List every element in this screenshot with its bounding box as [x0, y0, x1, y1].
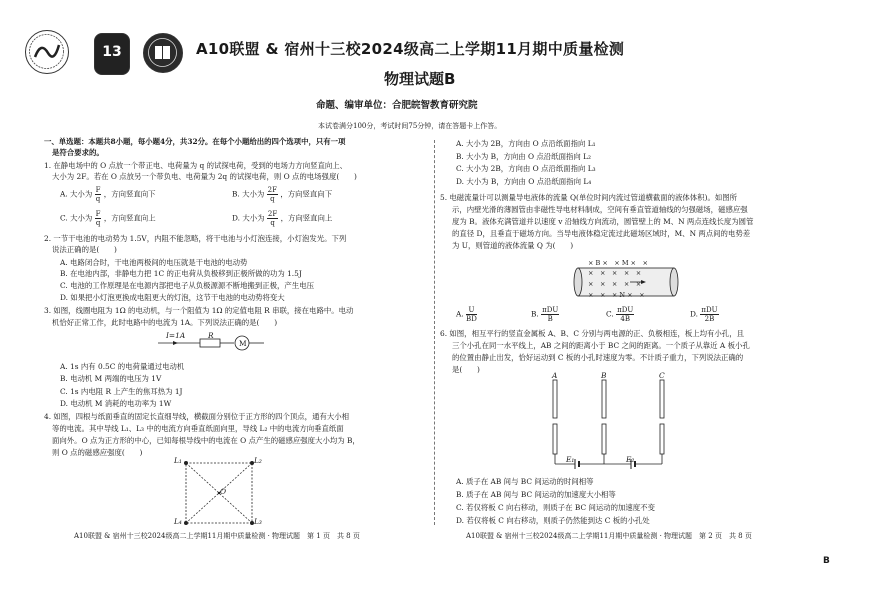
q5-option-c: C. $\frac{\text{πDU}}{4B}$	[606, 306, 634, 323]
q6-option-c: C. 若仅将板 C 向右移动，则质子在 BC 间运动的加速度不变	[456, 503, 655, 512]
author-line: 命题、编审单位：合肥皖智教育研究院	[316, 100, 478, 111]
q4-stem: 4. 如图，四根与纸面垂直的固定长直细导线，横截面分别位于正方形的四个顶点，通有大小相	[44, 412, 350, 421]
q4-stem-3: 面向外。O 点为正方形的中心，已知每根导线中的电流在 O 点产生的磁感应强度大小均为 B，	[52, 436, 360, 445]
q4-stem-2: 等的电流。其中导线 L₁、L₃ 中的电流方向垂直纸面向里，导线 L₂ 中的电流方向垂直纸面	[52, 424, 344, 433]
q4-label-o: O	[220, 487, 227, 496]
school13-logo	[94, 33, 130, 75]
footer-left: A10联盟 & 宿州十三校2024级高二上学期11月期中质量检测 · 物理试题 第 1 页 共 8 页	[74, 532, 360, 540]
q6-label-e1: E₁	[566, 455, 575, 464]
wanzhi-logo	[143, 33, 183, 73]
q6-option-d: D. 若仅将板 C 向右移动，则质子仍然能到达 C 板的小孔处	[456, 516, 650, 525]
q6-stem-4: 是( )	[452, 365, 480, 374]
exam-subtitle: 物理试题B	[384, 70, 456, 88]
q2-option-a: A. 电路闭合时，干电池两极间的电压就是干电池的电动势	[60, 258, 248, 267]
q4-label-l2: L₂	[254, 456, 262, 465]
q5-field-row-4: × × × N × ×	[588, 291, 645, 299]
q4-option-a: A. 大小为 2B，方向由 O 点沿纸面指向 L₁	[456, 139, 596, 148]
alliance-logo	[25, 30, 69, 74]
exam-title: A10联盟 & 宿州十三校2024级高二上学期11月期中质量检测	[196, 40, 625, 58]
section1-heading: 一、单选题：本题共8小题，每小题4分，共32分。在每个小题给出的四个选项中，只有一项	[44, 137, 346, 146]
q4-option-d: D. 大小为 B，方向由 O 点沿纸面指向 L₄	[456, 177, 592, 186]
q5-field-row-3: × × × × ×	[588, 280, 642, 288]
q1-stem-2: 大小为 2F。若在 O 点放另一个带负电、电荷量为 2q 的试探电荷，则 O 点的电场强度( )	[52, 172, 357, 181]
q3-option-d: D. 电动机 M 消耗的电功率为 1W	[60, 399, 172, 408]
q3-motor-label: M	[239, 339, 247, 348]
q3-stem-2: 机恰好正常工作，此时电路中的电流为 1A。下列说法正确的是( )	[52, 318, 278, 327]
corner-version-mark: B	[823, 556, 830, 566]
school13-number: 13	[102, 44, 122, 60]
q6-label-a: A	[552, 371, 558, 380]
q3-current-label: I=1A	[166, 331, 186, 340]
q1-option-d: D. 大小为 $\frac{2F}{q}$ ，方向竖直向上	[232, 210, 333, 227]
q6-stem: 6. 如图，相互平行的竖直金属板 A、B、C 分别与两电源的正、负极相连，板上均有小孔，且	[440, 329, 744, 338]
q3-stem: 3. 如图，线圈电阻为 1Ω 的电动机，与一个阻值为 1Ω 的定值电阻 R 串联，接在电路中。电动	[44, 306, 354, 315]
q4-label-l4: L₄	[174, 517, 182, 526]
q4-stem-4: 则 O 点的磁感应强度( )	[52, 448, 143, 457]
q5-stem-3: 度为 B。液体充满管道并以速度 v 沿轴线方向流动，圆管壁上的 M、N 两点连线长度为圆管	[452, 217, 754, 226]
q5-stem-4: 的直径 D，且垂直于磁场方向。当导电液体稳定流过此磁场区域时，M、N 两点间的电势差	[452, 229, 751, 238]
q6-label-b: B	[601, 371, 607, 380]
q4-label-l3: L₃	[254, 517, 262, 526]
q5-stem: 5. 电磁流量计可以测量导电液体的流量 Q(单位时间内流过管道横截面的液体体积)。如图所	[440, 193, 738, 202]
q5-stem-2: 示，内壁光滑的薄圆管由非磁性导电材料制成，空间有垂直管道轴线的匀强磁场，磁感应强	[452, 205, 748, 214]
q3-option-b: B. 电动机 M 两端的电压为 1V	[60, 374, 162, 383]
q3-option-a: A. 1s 内有 0.5C 的电荷量通过电动机	[60, 362, 185, 371]
q5-stem-5: 为 U，则管道的液体流量 Q 为( )	[452, 241, 574, 250]
q6-stem-3: 的位置由静止出发，恰好运动到 C 板的小孔时速度为零。不计质子重力，下列说法正确的	[452, 353, 744, 362]
q3-option-c: C. 1s 内电阻 R 上产生的焦耳热为 1J	[60, 387, 183, 396]
q5-field-row-1: × B × × M × ×	[588, 259, 648, 267]
q4-label-l1: L₁	[174, 456, 182, 465]
q5-option-a: A. $\frac{U}{BD}$	[456, 306, 477, 323]
q1-d-fraction: $\frac{2F}{q}$	[267, 210, 278, 227]
q6-option-a: A. 质子在 AB 间与 BC 间运动的时间相等	[456, 477, 594, 486]
q2-option-b: B. 在电池内部，非静电力把 1C 的正电荷从负极移到正极所做的功为 1.5J	[60, 269, 302, 278]
q4-option-b: B. 大小为 B，方向由 O 点沿纸面指向 L₂	[456, 152, 591, 161]
q6-stem-2: 三个小孔在同一水平线上，AB 之间的距离小于 BC 之间的距离。一个质子从靠近 A 板小孔	[452, 341, 750, 350]
q2-option-d: D. 如果把小灯泡更换成电阻更大的灯泡，这节干电池的电动势将变大	[60, 293, 285, 302]
column-divider	[434, 140, 435, 525]
q1-option-a: A. 大小为 $\frac{F}{q}$ ，方向竖直向下	[60, 186, 156, 203]
book-emblem-icon	[144, 34, 181, 71]
q5-option-d: D. $\frac{\text{πDU}}{2B}$	[690, 306, 718, 323]
alliance-emblem-icon	[26, 31, 67, 72]
q1-a-fraction: $\frac{F}{q}$	[95, 186, 101, 203]
q1-b-fraction: $\frac{2F}{q}$	[267, 186, 277, 203]
q6-label-c: C	[659, 371, 665, 380]
exam-note: 本试卷满分100分，考试时间75分钟，请在答题卡上作答。	[318, 122, 502, 130]
q1-option-c: C. 大小为 $\frac{F}{q}$ ，方向竖直向上	[60, 210, 156, 227]
q5-field-row-2: × × × × ×	[588, 269, 642, 277]
q5-option-b: B. $\frac{\text{πDU}}{B}$	[531, 306, 559, 323]
q2-stem-2: 说法正确的是( )	[52, 245, 117, 254]
footer-right: A10联盟 & 宿州十三校2024级高二上学期11月期中质量检测 · 物理试题 第 2 页 共 8 页	[466, 532, 752, 540]
q1-option-b: B. 大小为 $\frac{2F}{q}$ ，方向竖直向下	[232, 186, 333, 203]
section1-heading-2: 是符合要求的。	[52, 148, 104, 157]
q4-option-c: C. 大小为 2B，方向由 O 点沿纸面指向 L₃	[456, 164, 596, 173]
q6-plates-diagram	[545, 378, 675, 470]
q2-stem: 2. 一节干电池的电动势为 1.5V，内阻不能忽略，将干电池与小灯泡连接，小灯泡发光。下列	[44, 234, 347, 243]
current-arrow-icon	[173, 341, 178, 345]
q6-option-b: B. 质子在 AB 间与 BC 间运动的加速度大小相等	[456, 490, 616, 499]
q1-stem: 1. 在静电场中的 O 点放一个带正电、电荷量为 q 的试探电荷，受到的电场力方向竖直向上、	[44, 161, 348, 170]
q2-option-c: C. 电池的工作原理是在电源内部把电子从负极源源不断地搬到正极，产生电压	[60, 281, 314, 290]
q3-resistor-label: R	[208, 331, 214, 340]
q1-c-fraction: $\frac{F}{q}$	[95, 210, 101, 227]
q6-label-e2: E₂	[626, 455, 635, 464]
